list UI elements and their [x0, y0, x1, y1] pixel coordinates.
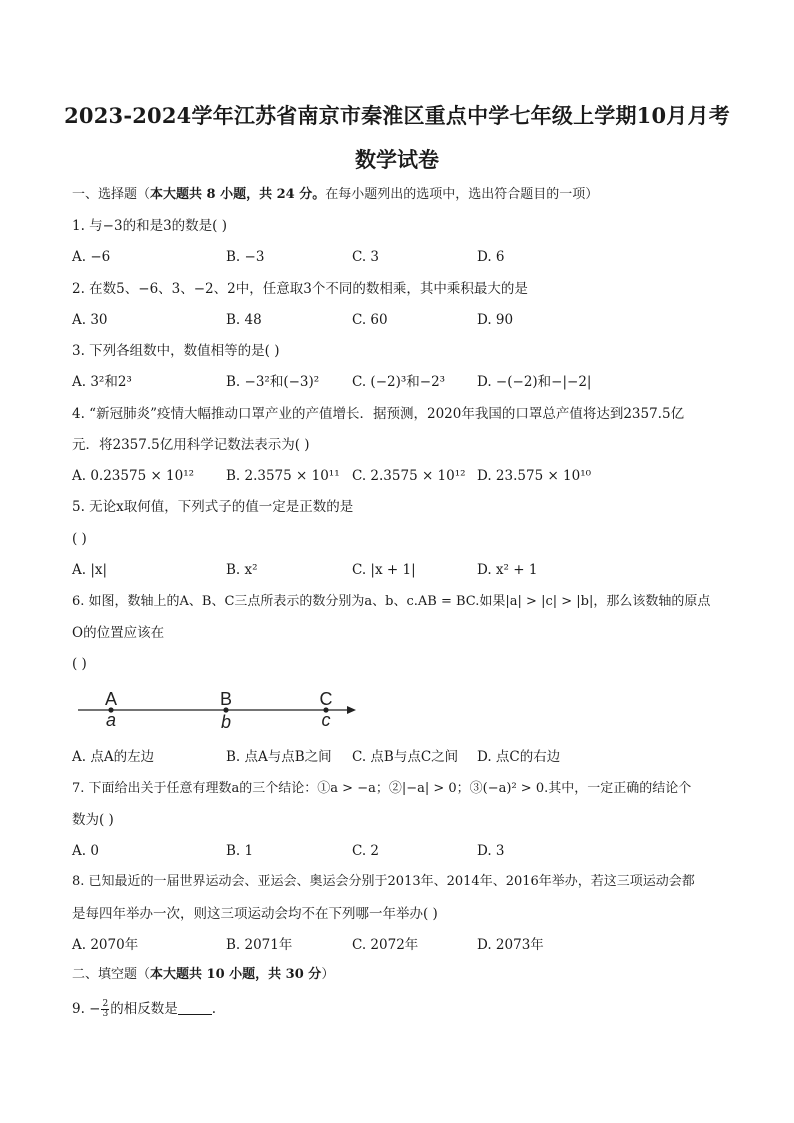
- point-c-value: c: [321, 710, 331, 730]
- question-8-stem: 8. 已知最近的一届世界运动会、亚运会、奥运会分别于2013年、2014年、2016年举办，若这三项运动会都: [72, 874, 695, 889]
- q3-option-a[interactable]: A. 3²和2³: [72, 374, 132, 390]
- q3-option-d[interactable]: D. −(−2)和−|−2|: [477, 374, 592, 390]
- q6-option-a[interactable]: A. 点A的左边: [72, 749, 155, 765]
- q5-option-c[interactable]: C. |x + 1|: [352, 562, 416, 578]
- q8-option-b[interactable]: B. 2071年: [226, 937, 293, 953]
- question-8-stem-cont: 是每四年举办一次，则这三项运动会均不在下列哪一年举办( ): [72, 906, 438, 922]
- question-7-stem-cont: 数为( ): [72, 812, 114, 828]
- question-6-stem: 6. 如图，数轴上的A、B、C三点所表示的数分别为a、b、c.AB = BC.如果|a| > |c| > |b|，那么该数轴的原点: [72, 594, 711, 609]
- q1-option-b[interactable]: B. −3: [226, 249, 265, 265]
- q7-option-b[interactable]: B. 1: [226, 843, 254, 859]
- q6-option-c[interactable]: C. 点B与点C之间: [352, 749, 459, 765]
- q6-option-b[interactable]: B. 点A与点B之间: [226, 749, 332, 765]
- q4-option-a[interactable]: A. 0.23575 × 10¹²: [72, 468, 195, 484]
- q7-option-d[interactable]: D. 3: [477, 843, 505, 859]
- q5-option-d[interactable]: D. x² + 1: [477, 562, 538, 578]
- q5-option-a[interactable]: A. |x|: [72, 562, 108, 578]
- q3-option-c[interactable]: C. (−2)³和−2³: [352, 374, 446, 390]
- fraction: $\frac{2}{3}$: [102, 999, 109, 1019]
- point-c-label: C: [319, 689, 333, 709]
- q8-option-d[interactable]: D. 2073年: [477, 937, 544, 953]
- question-4-stem: 4. “新冠肺炎”疫情大幅推动口罩产业的产值增长．据预测，2020年我国的口罩总产值将达到2357.5亿: [72, 406, 685, 422]
- q4-option-b[interactable]: B. 2.3575 × 10¹¹: [226, 468, 340, 484]
- q8-option-a[interactable]: A. 2070年: [72, 937, 139, 953]
- question-7-stem: 7. 下面给出关于任意有理数a的三个结论：①a > −a；②|−a| > 0；③(−a)² > 0.其中，一定正确的结论个: [72, 781, 692, 796]
- exam-title: 2023-2024学年江苏省南京市秦淮区重点中学七年级上学期10月月考: [64, 103, 730, 128]
- question-3-stem: 3. 下列各组数中，数值相等的是( ): [72, 343, 280, 359]
- q8-option-c[interactable]: C. 2072年: [352, 937, 419, 953]
- number-line-figure: [72, 682, 372, 738]
- question-5-paren: ( ): [72, 531, 87, 547]
- question-9-stem: 9. − $\frac{2}{3}$ 的相反数是 .: [72, 999, 217, 1019]
- question-2-stem: 2. 在数5、−6、3、−2、2中，任意取3个不同的数相乘，其中乘积最大的是: [72, 281, 528, 297]
- axis-arrow-icon: [347, 706, 356, 714]
- q1-option-d[interactable]: D. 6: [477, 249, 505, 265]
- q4-option-d[interactable]: D. 23.575 × 10¹⁰: [477, 468, 592, 484]
- q5-option-b[interactable]: B. x²: [226, 562, 258, 578]
- section1-heading: 一、选择题（本大题共 8 小题，共 24 分。在每小题列出的选项中，选出符合题目的一项）: [72, 187, 599, 202]
- q7-option-c[interactable]: C. 2: [352, 843, 380, 859]
- question-4-stem-cont: 元．将2357.5亿用科学记数法表示为( ): [72, 437, 310, 453]
- point-a-label: A: [104, 689, 118, 709]
- answer-blank[interactable]: [178, 1000, 212, 1015]
- question-1-stem: 1. 与−3的和是3的数是( ): [72, 218, 227, 234]
- q2-option-a[interactable]: A. 30: [72, 312, 108, 328]
- q1-option-a[interactable]: A. −6: [72, 249, 111, 265]
- question-6-paren: ( ): [72, 656, 87, 672]
- q2-option-b[interactable]: B. 48: [226, 312, 262, 328]
- q4-option-c[interactable]: C. 2.3575 × 10¹²: [352, 468, 466, 484]
- q1-option-c[interactable]: C. 3: [352, 249, 380, 265]
- section2-heading: 二、填空题（本大题共 10 小题，共 30 分）: [72, 967, 335, 982]
- point-b-value: b: [220, 712, 232, 732]
- point-a-value: a: [105, 710, 117, 730]
- q6-option-d[interactable]: D. 点C的右边: [477, 749, 561, 765]
- question-6-stem-cont: O的位置应该在: [72, 625, 165, 641]
- q3-option-b[interactable]: B. −3²和(−3)²: [226, 374, 320, 390]
- question-5-stem: 5. 无论x取何值，下列式子的值一定是正数的是: [72, 499, 354, 515]
- q2-option-c[interactable]: C. 60: [352, 312, 388, 328]
- q2-option-d[interactable]: D. 90: [477, 312, 514, 328]
- point-b-label: B: [219, 689, 233, 709]
- q7-option-a[interactable]: A. 0: [72, 843, 99, 859]
- exam-subtitle: 数学试卷: [355, 147, 439, 172]
